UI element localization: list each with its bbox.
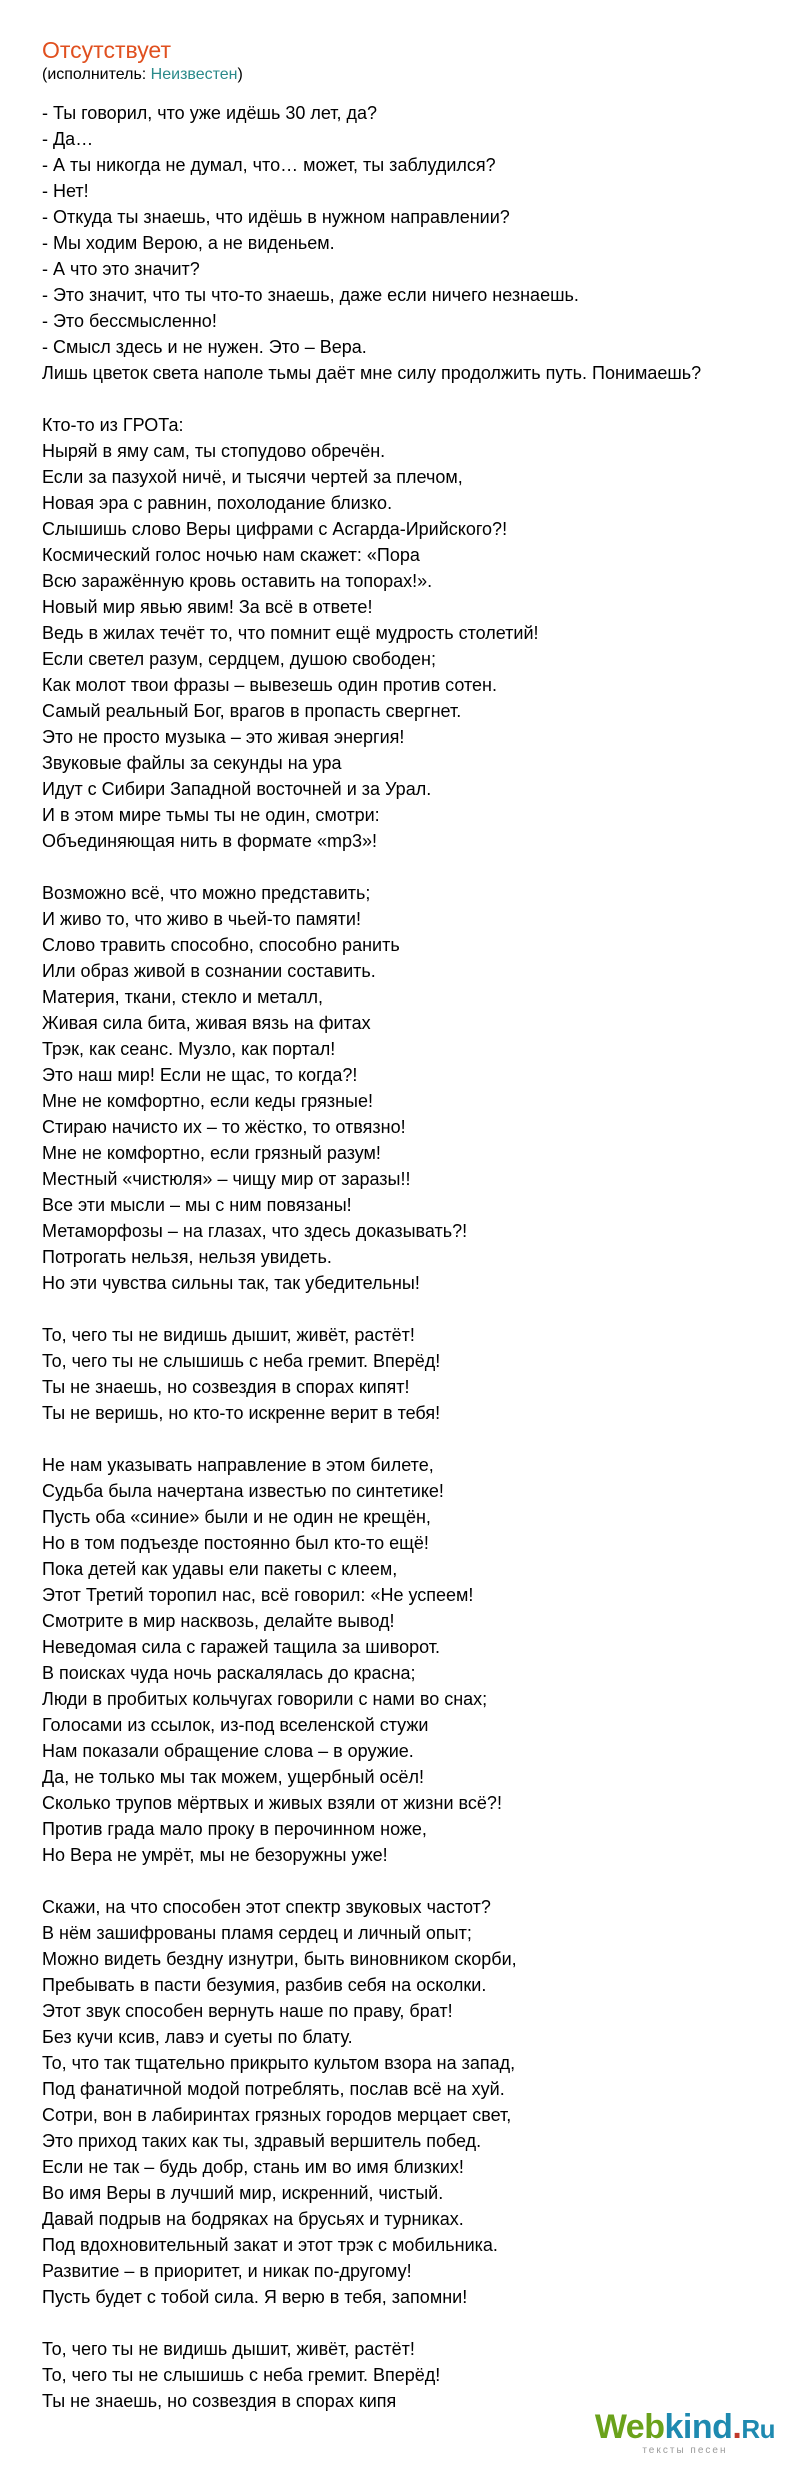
lyric-line: Все эти мысли – мы с ним повязаны! (42, 1195, 352, 1215)
lyrics-stanza (42, 880, 797, 1296)
lyric-line: Пусть оба «синие» были и не один не крещён, (42, 1507, 431, 1527)
lyric-line: Материя, ткани, стекло и металл, (42, 987, 323, 1007)
logo-ru-text: Ru (741, 2414, 775, 2444)
lyrics-stanza (42, 100, 797, 386)
lyric-line: Возможно всё, что можно представить; (42, 883, 371, 903)
lyric-line: Но эти чувства сильны так, так убедительны! (42, 1273, 420, 1293)
lyric-line: То, чего ты не слышишь с неба гремит. Вперёд! (42, 1351, 441, 1371)
lyric-line: Мне не комфортно, если грязный разум! (42, 1143, 381, 1163)
lyric-line: То, чего ты не видишь дышит, живёт, растёт! (42, 2339, 415, 2359)
lyric-line: Пусть будет с тобой сила. Я верю в тебя, запомни! (42, 2287, 468, 2307)
lyric-line: Космический голос ночью нам скажет: «Пора (42, 545, 420, 565)
lyric-line: Да, не только мы так можем, ущербный осёл! (42, 1767, 425, 1787)
lyric-line: Местный «чистюля» – чищу мир от заразы!! (42, 1169, 411, 1189)
logo-web-text: Web (594, 2408, 665, 2446)
lyric-line: - Это бессмысленно! (42, 311, 217, 331)
lyric-line: Это наш мир! Если не щас, то когда?! (42, 1065, 358, 1085)
lyric-line: Если за пазухой ничё, и тысячи чертей за плечом, (42, 467, 463, 487)
lyric-line: Голосами из ссылок, из-под вселенской стужи (42, 1715, 429, 1735)
lyric-line: То, что так тщательно прикрыто культом взора на запад, (42, 2053, 516, 2073)
lyric-line: То, чего ты не видишь дышит, живёт, растёт! (42, 1325, 415, 1345)
lyric-line: Лишь цветок света наполе тьмы даёт мне силу продолжить путь. Понимаешь? (42, 363, 702, 383)
lyric-line: Неведомая сила с гаражей тащила за шиворот. (42, 1637, 440, 1657)
site-logo[interactable] (595, 2409, 775, 2456)
lyric-line: Метаморфозы – на глазах, что здесь доказывать?! (42, 1221, 468, 1241)
lyric-line: Пребывать в пасти безумия, разбив себя на осколки. (42, 1975, 487, 1995)
lyric-line: Этот Третий торопил нас, всё говорил: «Не успеем! (42, 1585, 474, 1605)
lyric-line: - Это значит, что ты что-то знаешь, даже если ничего незнаешь. (42, 285, 579, 305)
lyric-line: Скажи, на что способен этот спектр звуковых частот? (42, 1897, 491, 1917)
lyric-line: Ты не знаешь, но созвездия в спорах кипя (42, 2391, 397, 2411)
lyric-line: Но Вера не умрёт, мы не безоружны уже! (42, 1845, 388, 1865)
artist-suffix: ) (237, 66, 243, 83)
lyric-line: Самый реальный Бог, врагов в пропасть свергнет. (42, 701, 462, 721)
lyric-line: Идут с Сибири Западной восточней и за Урал. (42, 779, 432, 799)
lyric-line: Во имя Веры в лучший мир, искренний, чистый. (42, 2183, 444, 2203)
lyric-line: Этот звук способен вернуть наше по праву, брат! (42, 2001, 453, 2021)
lyric-line: Нам показали обращение слова – в оружие. (42, 1741, 414, 1761)
song-title: Отсутствует (42, 37, 171, 63)
lyric-line: Звуковые файлы за секунды на ура (42, 753, 342, 773)
lyric-line: Против града мало проку в перочинном ноже, (42, 1819, 427, 1839)
lyric-line: Смотрите в мир насквозь, делайте вывод! (42, 1611, 395, 1631)
lyric-line: Люди в пробитых кольчугах говорили с нами во снах; (42, 1689, 488, 1709)
artist-line (42, 65, 790, 85)
lyric-line: Новая эра с равнин, похолодание близко. (42, 493, 393, 513)
lyric-line: Это приход таких как ты, здравый вершитель побед. (42, 2131, 482, 2151)
lyric-line: - Мы ходим Верою, а не виденьем. (42, 233, 335, 253)
lyric-line: Под фанатичной модой потреблять, послав всё на хуй. (42, 2079, 505, 2099)
lyric-line: Потрогать нельзя, нельзя увидеть. (42, 1247, 332, 1267)
lyric-line: Развитие – в приоритет, и никак по-другому! (42, 2261, 412, 2281)
lyrics-text (42, 100, 797, 2440)
lyric-line: Если не так – будь добр, стань им во имя близких! (42, 2157, 464, 2177)
artist-link[interactable]: Неизвестен (150, 66, 238, 83)
lyric-line: То, чего ты не слышишь с неба гремит. Вперёд! (42, 2365, 441, 2385)
lyric-line: Слышишь слово Веры цифрами с Асгарда-Ирийского?! (42, 519, 508, 539)
lyric-line: Как молот твои фразы – вывезешь один против сотен. (42, 675, 497, 695)
lyric-line: В поисках чуда ночь раскалялась до красна; (42, 1663, 416, 1683)
lyric-line: Трэк, как сеанс. Музло, как портал! (42, 1039, 336, 1059)
lyric-line: И в этом мире тьмы ты не один, смотри: (42, 805, 380, 825)
lyric-line: Всю заражённую кровь оставить на топорах!». (42, 571, 433, 591)
lyric-line: Кто-то из ГРОТа: (42, 415, 184, 435)
lyric-line: Не нам указывать направление в этом билете, (42, 1455, 434, 1475)
lyric-line: Ты не веришь, но кто-то искренне верит в тебя! (42, 1403, 441, 1423)
lyrics-stanza (42, 1322, 797, 1426)
lyrics-stanza (42, 1452, 797, 1868)
lyric-line: - Нет! (42, 181, 89, 201)
lyric-line: Под вдохновительный закат и этот трэк с мобильника. (42, 2235, 498, 2255)
lyric-line: Ныряй в яму сам, ты стопудово обречён. (42, 441, 386, 461)
lyric-line: - Ты говорил, что уже идёшь 30 лет, да? (42, 103, 378, 123)
lyric-line: Без кучи ксив, лавэ и суеты по блату. (42, 2027, 353, 2047)
lyric-line: Мне не комфортно, если кеды грязные! (42, 1091, 373, 1111)
lyric-line: Пока детей как удавы ели пакеты с клеем, (42, 1559, 398, 1579)
lyric-line: Или образ живой в сознании составить. (42, 961, 376, 981)
lyric-line: Сотри, вон в лабиринтах грязных городов мерцает свет, (42, 2105, 512, 2125)
logo-tagline: тексты песен (642, 2445, 728, 2456)
lyric-line: Слово травить способно, способно ранить (42, 935, 400, 955)
logo-kind-text: kind (664, 2408, 733, 2446)
lyric-line: Это не просто музыка – это живая энергия! (42, 727, 405, 747)
lyric-line: Можно видеть бездну изнутри, быть виновником скорби, (42, 1949, 517, 1969)
lyric-line: Если светел разум, сердцем, душою свободен; (42, 649, 436, 669)
lyrics-stanza (42, 1894, 797, 2310)
song-header (42, 36, 790, 85)
artist-prefix: (исполнитель: (42, 66, 151, 83)
lyric-line: Объединяющая нить в формате «mp3»! (42, 831, 377, 851)
lyric-line: - Смысл здесь и не нужен. Это – Вера. (42, 337, 367, 357)
lyric-line: - А что это значит? (42, 259, 200, 279)
lyric-line: Новый мир явью явим! За всё в ответе! (42, 597, 373, 617)
lyric-line: Судьба была начертана известью по синтетике! (42, 1481, 444, 1501)
lyric-line: Стираю начисто их – то жёстко, то отвязно! (42, 1117, 406, 1137)
lyrics-stanza (42, 2336, 797, 2414)
lyric-line: Ведь в жилах течёт то, что помнит ещё мудрость столетий! (42, 623, 539, 643)
lyric-line: Сколько трупов мёртвых и живых взяли от жизни всё?! (42, 1793, 502, 1813)
lyric-line: - Да… (42, 129, 94, 149)
lyrics-stanza (42, 412, 797, 854)
lyric-line: Но в том подъезде постоянно был кто-то ещё! (42, 1533, 429, 1553)
logo-dot-text: . (732, 2408, 742, 2446)
lyric-line: Ты не знаешь, но созвездия в спорах кипят! (42, 1377, 410, 1397)
lyric-line: - А ты никогда не думал, что… может, ты заблудился? (42, 155, 496, 175)
lyric-line: Живая сила бита, живая вязь на фитах (42, 1013, 371, 1033)
lyric-line: В нём зашифрованы пламя сердец и личный опыт; (42, 1923, 472, 1943)
lyric-line: Давай подрыв на бодряках на брусьях и турниках. (42, 2209, 464, 2229)
lyric-line: И живо то, что живо в чьей-то памяти! (42, 909, 361, 929)
lyric-line: - Откуда ты знаешь, что идёшь в нужном направлении? (42, 207, 510, 227)
logo-wordmark (595, 2409, 775, 2447)
